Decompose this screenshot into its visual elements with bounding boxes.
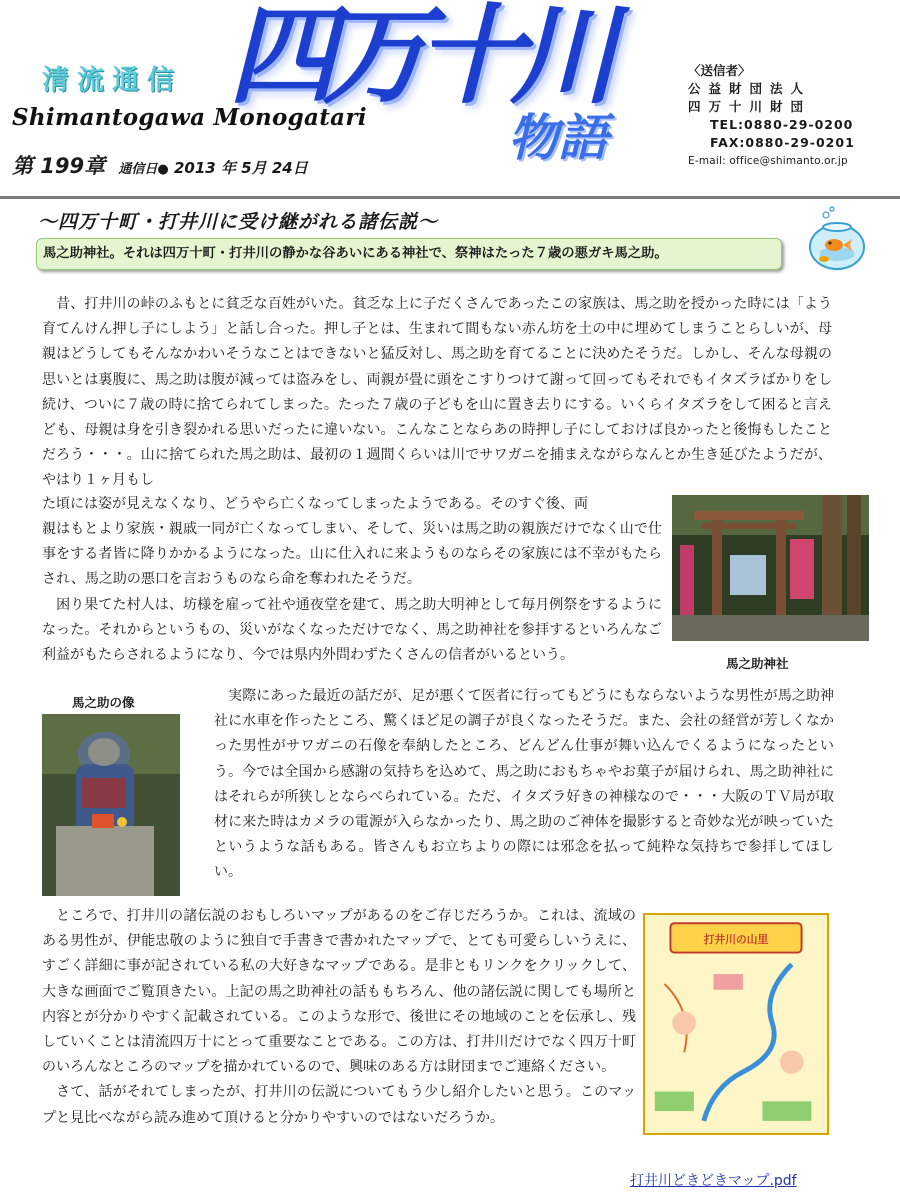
statue-photo-caption: 馬之助の像 <box>72 695 135 710</box>
paragraph-legend-curse <box>42 517 662 668</box>
chapter-number: 第 199章 <box>12 154 106 178</box>
map-thumbnail-title: 打井川の山里 <box>703 932 769 946</box>
latin-title: Shimantogawa Monogatari <box>12 104 367 131</box>
paragraph-text: 実際にあった最近の話だが、足が悪くて医者に行ってもどうにもならないような男性が馬之助神社に水車を作ったところ、驚くほど足の調子が良くなったそうだ。また、会社の経営が芳しくなかった男性がサワガニの石像を奉納したところ、どんどん仕事が舞い込んでくるようになったという。今では全国から感謝の気持ちを込めて、馬之助におもちゃやお菓子が届けられ、馬之助神社にはそれらが所狭しとならべられている。ただ、イタズラ好きの神様なので・・・大阪のＴＶ局が取材に来た時はカメラの電源が入らなかったり、馬之助のご神体を撮影すると奇妙な光が映っていたというような話もある。皆さんもお立ちよりの際には邪念を払って純粋な気持ちで参拝してほしい。 <box>214 688 834 881</box>
sender-label: 〈送信者〉 <box>688 63 751 78</box>
paragraph-map-intro <box>42 904 636 1131</box>
issue-line <box>12 150 308 180</box>
shrine-photo-caption: 馬之助神社 <box>726 656 789 671</box>
header-divider <box>0 196 900 199</box>
date-label: 通信日● <box>118 162 169 177</box>
sender-org-line1: 公益財団法人 <box>688 81 812 96</box>
newsletter-title: 四万十川 <box>228 0 605 119</box>
issue-date: 2013 年 5月 24日 <box>173 159 308 177</box>
article-headline: ～四万十町・打井川に受け継がれる諸伝説～ <box>38 211 439 233</box>
map-pdf-link[interactable]: 打井川どきどきマップ.pdf <box>630 1173 797 1189</box>
seiryu-tsushin-logo: 清流通信 <box>42 65 182 96</box>
sender-email: E-mail: office@shimanto.or.jp <box>688 155 848 167</box>
shrine-photo <box>672 495 869 641</box>
paragraph-legend-cont <box>42 492 662 517</box>
sender-tel: TEL:0880-29-0200 <box>710 117 854 132</box>
paragraph-recent-stories <box>214 684 834 886</box>
paragraph-legend-origin <box>42 292 832 494</box>
sender-org-line2: 四万十川財団 <box>688 99 812 114</box>
legend-map-thumbnail[interactable] <box>643 913 829 1135</box>
newsletter-title-sub: 物語 <box>508 108 608 167</box>
sender-fax: FAX:0880-29-0201 <box>710 135 855 150</box>
paragraph-text: ところで、打井川の諸伝説のおもしろいマップがあるのをご存じだろうか。これは、流域のある男性が、伊能忠敬のように独自で手書きで書かれたマップで、とても可愛らしいうえに、すごく詳細に事が記されている私の大好きなマップである。是非ともリンクをクリックして、大きな画面でご覧頂きたい。上記の馬之助神社の話ももちろん、他の諸伝説に関しても場所と内容とが分かりやすく記載されている。このような形で、後世にその地域のことを伝承し、残していくことは清流四万十にとって重要なことである。この方は、打井川だけでなく四万十町のいろんなところのマップを描かれているので、興味のある方は財団までご連絡ください。 さて、話がそれてしまったが、打井川の伝説についてもう少し紹介したいと思う。このマップと見比べながら読み進めて頂けると分かりやすいのではないだろうか。 <box>42 908 636 1126</box>
goldfish-bowl-icon <box>806 205 868 271</box>
statue-photo <box>42 714 180 896</box>
paragraph-text: た頃には姿が見えなくなり、どうやら亡くなってしまったようである。そのすぐ後、両 <box>42 496 588 512</box>
paragraph-text: 昔、打井川の峠のふもとに貧乏な百姓がいた。貧乏な上に子だくさんであったこの家族は、馬之助を授かった時には「よう育てんけん押し子にしよう」と話し合った。押し子とは、生まれて間もない赤ん坊を土の中に埋めてしまうことらしいが、母親はどうしてもそんなかわいそうなことはできないと猛反対し、馬之助を育てることに決めたそうだ。しかし、そんな母親の思いとは裏腹に、馬之助は腹が減っては盗みをし、両親が畳に頭をこすりつけて謝って回ってもそれでもイタズラばかりをし続け、ついに７歳の時に捨てられてしまった。たった７歳の子どもを山に置き去りにする。いくらイタズラをして困ると言えども、母親は身を引き裂かれる思いだったに違いない。こんなことならあの時押し子にしておけば良かったと後悔もしたことだろう・・・。山に捨てられた馬之助は、最初の１週間くらいは川でサワガニを捕まえながらなんとか生き延びたようだが、やはり１ヶ月もし <box>42 296 832 489</box>
paragraph-text: 親はもとより家族・親戚一同が亡くなってしまい、そして、災いは馬之助の親族だけでなく山で仕事をする者皆に降りかかるようになった。山に仕入れに来ようものならその家族には不幸がもたらされ、馬之助の悪口を言おうものなら命を奪われたそうだ。 困り果てた村人は、坊様を雇って社や通夜堂を建て、馬之助大明神として毎月例祭をするようになった。それからというもの、災いがなくなっただけでなく、馬之助神社を参拝するといろんなご利益がもたらされるようになり、今では県内外問わずたくさんの信者がいるという。 <box>42 521 662 664</box>
sender-info <box>688 62 888 170</box>
summary-banner: 馬之助神社。それは四万十町・打井川の静かな谷あいにある神社で、祭神はたった７歳の悪ガキ馬之助。 <box>36 238 782 270</box>
